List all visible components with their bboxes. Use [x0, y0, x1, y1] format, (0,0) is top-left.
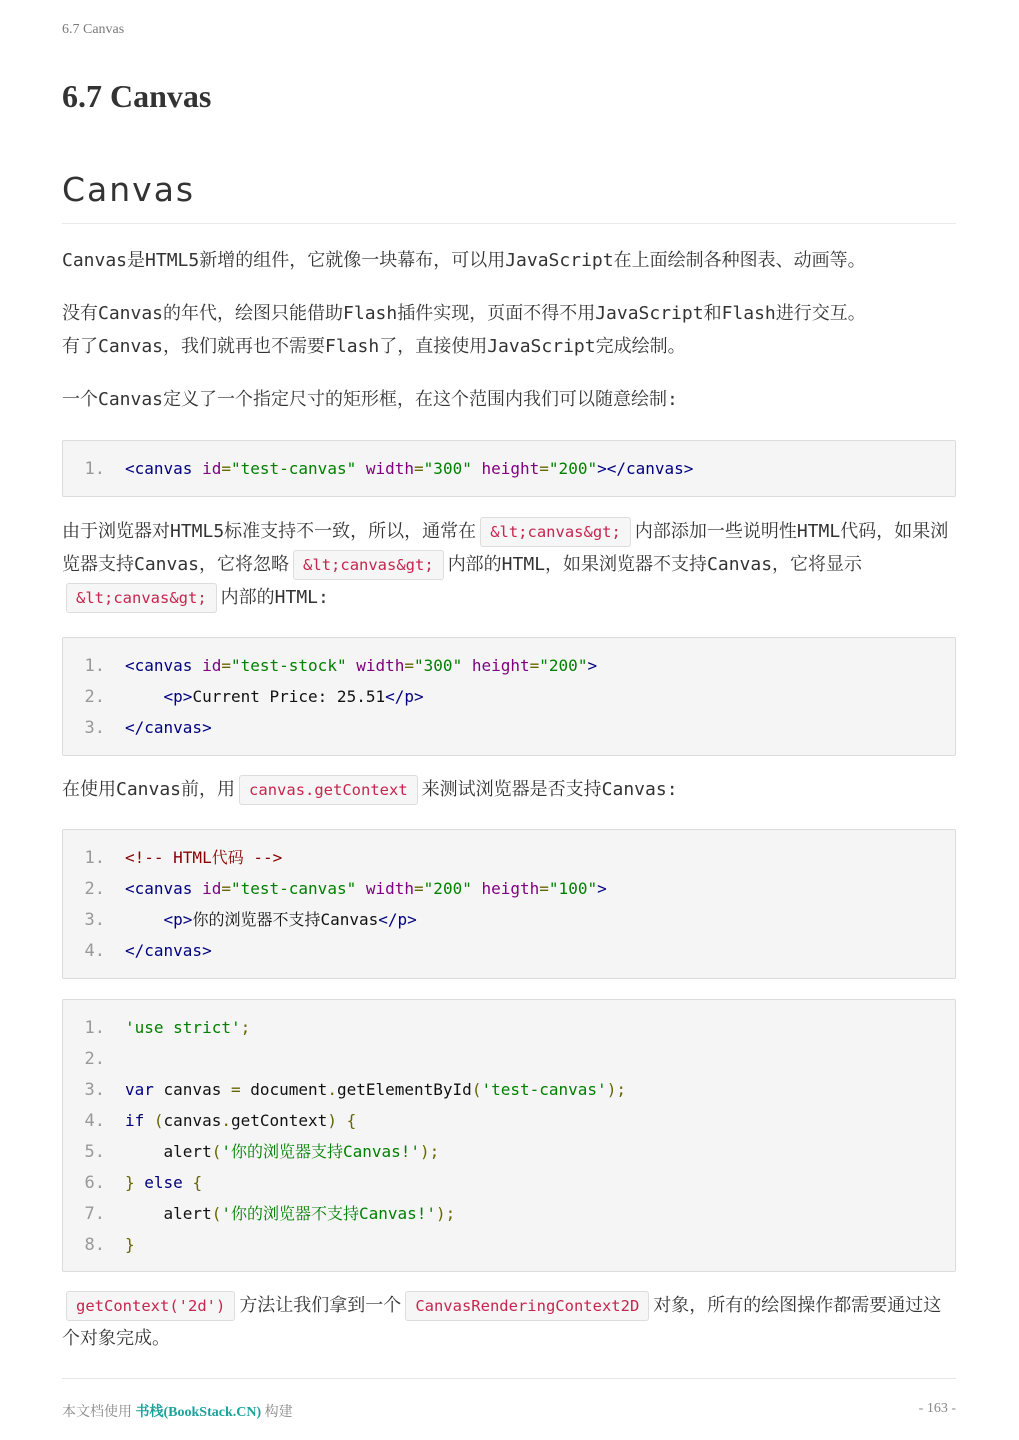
paragraph-intro: Canvas是HTML5新增的组件，它就像一块幕布，可以用JavaScript在上面绘制各种图表、动画等。 — [62, 250, 866, 271]
code-comment: <!-- HTML代码 --> — [125, 848, 283, 867]
code-line — [63, 842, 955, 873]
bookstack-link[interactable]: 书栈(BookStack.CN) — [135, 1405, 262, 1420]
code-line — [63, 904, 955, 935]
code-token: </p> — [385, 687, 424, 706]
inline-code: &lt;canvas&gt; — [66, 583, 217, 613]
code-line — [63, 1105, 955, 1136]
code-string: '你的浏览器支持Canvas!' — [221, 1142, 421, 1161]
code-token: id — [202, 459, 222, 478]
code-token: "test-canvas" — [230, 879, 357, 898]
inline-code: CanvasRenderingContext2D — [405, 1291, 649, 1321]
line-number: 3. — [84, 1080, 105, 1100]
text-span: 来测试浏览器是否支持Canvas: — [421, 779, 678, 800]
code-token: = — [221, 879, 231, 898]
code-token: </canvas> — [125, 718, 212, 737]
code-token: ></canvas> — [597, 459, 694, 478]
inline-code: canvas.getContext — [239, 775, 418, 805]
text-span: 由于浏览器对HTML5标准支持不一致，所以，通常在 — [62, 521, 477, 542]
code-token: canvas — [153, 1080, 231, 1099]
code-token: alert — [163, 1204, 212, 1223]
inline-code: getContext('2d') — [66, 1291, 235, 1321]
code-token: document — [240, 1080, 328, 1099]
code-token: id — [202, 656, 222, 675]
code-token: <p> — [163, 687, 193, 706]
line-number: 6. — [84, 1173, 105, 1193]
text-span: 内部添加一些说明性HTML代码，如果浏览器支持Canvas，它将忽略 — [62, 521, 949, 575]
code-token: { — [192, 1173, 203, 1192]
code-line — [63, 1198, 955, 1229]
code-token: } — [125, 1235, 135, 1254]
code-token: width — [356, 656, 405, 675]
code-token: ( — [471, 1080, 482, 1099]
code-token: ( — [211, 1142, 222, 1161]
inline-code: &lt;canvas&gt; — [480, 517, 631, 547]
code-token: canvas — [134, 459, 193, 478]
code-block-html-fallback — [62, 829, 956, 979]
code-token: "test-stock" — [230, 656, 347, 675]
code-token: { — [346, 1111, 357, 1130]
code-token: height — [471, 656, 530, 675]
code-token — [337, 1111, 347, 1130]
inline-code: &lt;canvas&gt; — [293, 550, 444, 580]
code-keyword: if — [125, 1111, 145, 1130]
code-token: </p> — [378, 910, 417, 929]
code-token: < — [125, 656, 135, 675]
code-token: alert — [163, 1142, 212, 1161]
code-token: = — [539, 879, 549, 898]
code-keyword: var — [125, 1080, 154, 1099]
code-keyword: else — [144, 1173, 183, 1192]
line-number: 8. — [84, 1235, 105, 1255]
code-token: ( — [153, 1111, 164, 1130]
line-number: 4. — [84, 1111, 105, 1131]
footer-divider — [62, 1378, 956, 1379]
code-line — [63, 935, 955, 966]
code-token: width — [365, 459, 415, 478]
code-line — [63, 1012, 955, 1043]
code-token: = — [404, 656, 415, 675]
code-token: id — [202, 879, 222, 898]
code-block-javascript — [62, 999, 956, 1272]
code-token: ( — [211, 1204, 222, 1223]
code-indent — [125, 910, 164, 929]
footer-suffix: 构建 — [264, 1405, 293, 1420]
code-token: > — [597, 879, 607, 898]
code-token: 你的浏览器不支持Canvas — [192, 910, 379, 929]
code-line — [63, 1074, 955, 1105]
paragraph-definition: 一个Canvas定义了一个指定尺寸的矩形框，在这个范围内我们可以随意绘制: — [62, 389, 678, 410]
code-line — [63, 681, 955, 712]
running-header: 6.7 Canvas — [62, 22, 125, 37]
code-token — [183, 1173, 193, 1192]
footer-credit — [62, 1401, 293, 1421]
code-block-canvas-tag — [62, 440, 956, 497]
code-token: height — [481, 459, 540, 478]
code-token: . — [221, 1111, 231, 1130]
code-token: "100" — [548, 879, 598, 898]
code-token: getElementById — [336, 1080, 472, 1099]
code-token: } — [125, 1173, 135, 1192]
footer-prefix: 本文档使用 — [62, 1405, 132, 1420]
chapter-title: 6.7 Canvas — [62, 78, 212, 114]
code-line — [63, 1229, 955, 1260]
code-token: < — [125, 459, 135, 478]
paragraph-context2d — [62, 1289, 956, 1355]
code-token: "200" — [548, 459, 598, 478]
line-number: 2. — [84, 1049, 105, 1069]
text-span: 内部的HTML，如果浏览器不支持Canvas，它将显示 — [447, 554, 863, 575]
text-span: 内部的HTML: — [220, 587, 329, 608]
code-token: = — [529, 656, 540, 675]
code-token: canvas — [163, 1111, 222, 1130]
code-token: ); — [606, 1080, 626, 1099]
code-line — [63, 650, 955, 681]
code-line — [63, 712, 955, 743]
line-number: 1. — [84, 656, 105, 676]
code-token: = — [414, 459, 424, 478]
code-line — [63, 1043, 955, 1074]
code-line — [63, 1167, 955, 1198]
code-token: = — [539, 459, 549, 478]
text-span: 对象，所有的绘图操作都需要通过这个对象完成。 — [62, 1295, 942, 1349]
code-token: heigth — [481, 879, 540, 898]
line-number: 7. — [84, 1204, 105, 1224]
text-span: 方法让我们拿到一个 — [239, 1295, 402, 1316]
line-number: 3. — [84, 910, 105, 930]
code-block-stock — [62, 637, 956, 756]
code-token: . — [327, 1080, 337, 1099]
code-line — [63, 453, 955, 484]
paragraph-getcontext-test — [62, 773, 956, 806]
code-token: "test-canvas" — [230, 459, 357, 478]
code-token: width — [365, 879, 415, 898]
code-token: "200" — [423, 879, 472, 898]
code-line — [63, 873, 955, 904]
paragraph-history-line2: 有了Canvas，我们就再也不需要Flash了，直接使用JavaScript完成绘制。 — [62, 336, 686, 357]
code-string: 'use strict' — [125, 1018, 241, 1037]
code-token: ); — [436, 1204, 456, 1223]
line-number: 1. — [84, 459, 105, 479]
line-number: 2. — [84, 687, 105, 707]
code-token: = — [221, 459, 231, 478]
paragraph-history-line1: 没有Canvas的年代，绘图只能借助Flash插件实现，页面不得不用JavaScript和Flash进行交互。 — [62, 303, 866, 324]
code-token: < — [125, 879, 135, 898]
code-string: 'test-canvas' — [481, 1080, 607, 1099]
code-token: <p> — [163, 910, 193, 929]
section-title: Canvas — [62, 170, 956, 224]
code-token: Current Price: 25.51 — [192, 687, 386, 706]
code-token: = — [230, 1080, 241, 1099]
code-token: ); — [420, 1142, 440, 1161]
code-indent — [125, 1204, 164, 1223]
code-token: = — [221, 656, 231, 675]
code-token: ) — [327, 1111, 337, 1130]
text-span: 在使用Canvas前，用 — [62, 779, 236, 800]
code-indent — [125, 687, 164, 706]
code-token: > — [587, 656, 598, 675]
code-token: "300" — [423, 459, 472, 478]
code-token: canvas — [134, 879, 193, 898]
code-token — [135, 1173, 145, 1192]
code-line — [63, 1136, 955, 1167]
paragraph-fallback — [62, 515, 956, 614]
code-token: "200" — [539, 656, 588, 675]
code-token: ; — [240, 1018, 251, 1037]
code-token: canvas — [134, 656, 193, 675]
code-token: "300" — [414, 656, 463, 675]
page-number: - 163 - — [918, 1401, 956, 1416]
line-number: 2. — [84, 879, 105, 899]
line-number: 1. — [84, 1018, 105, 1038]
code-token: = — [414, 879, 424, 898]
code-string: '你的浏览器不支持Canvas!' — [221, 1204, 437, 1223]
code-indent — [125, 1142, 164, 1161]
code-token: </canvas> — [125, 941, 212, 960]
code-token: getContext — [230, 1111, 328, 1130]
line-number: 1. — [84, 848, 105, 868]
line-number: 3. — [84, 718, 105, 738]
line-number: 5. — [84, 1142, 105, 1162]
code-token — [144, 1111, 154, 1130]
line-number: 4. — [84, 941, 105, 961]
paragraph-history — [62, 297, 956, 363]
